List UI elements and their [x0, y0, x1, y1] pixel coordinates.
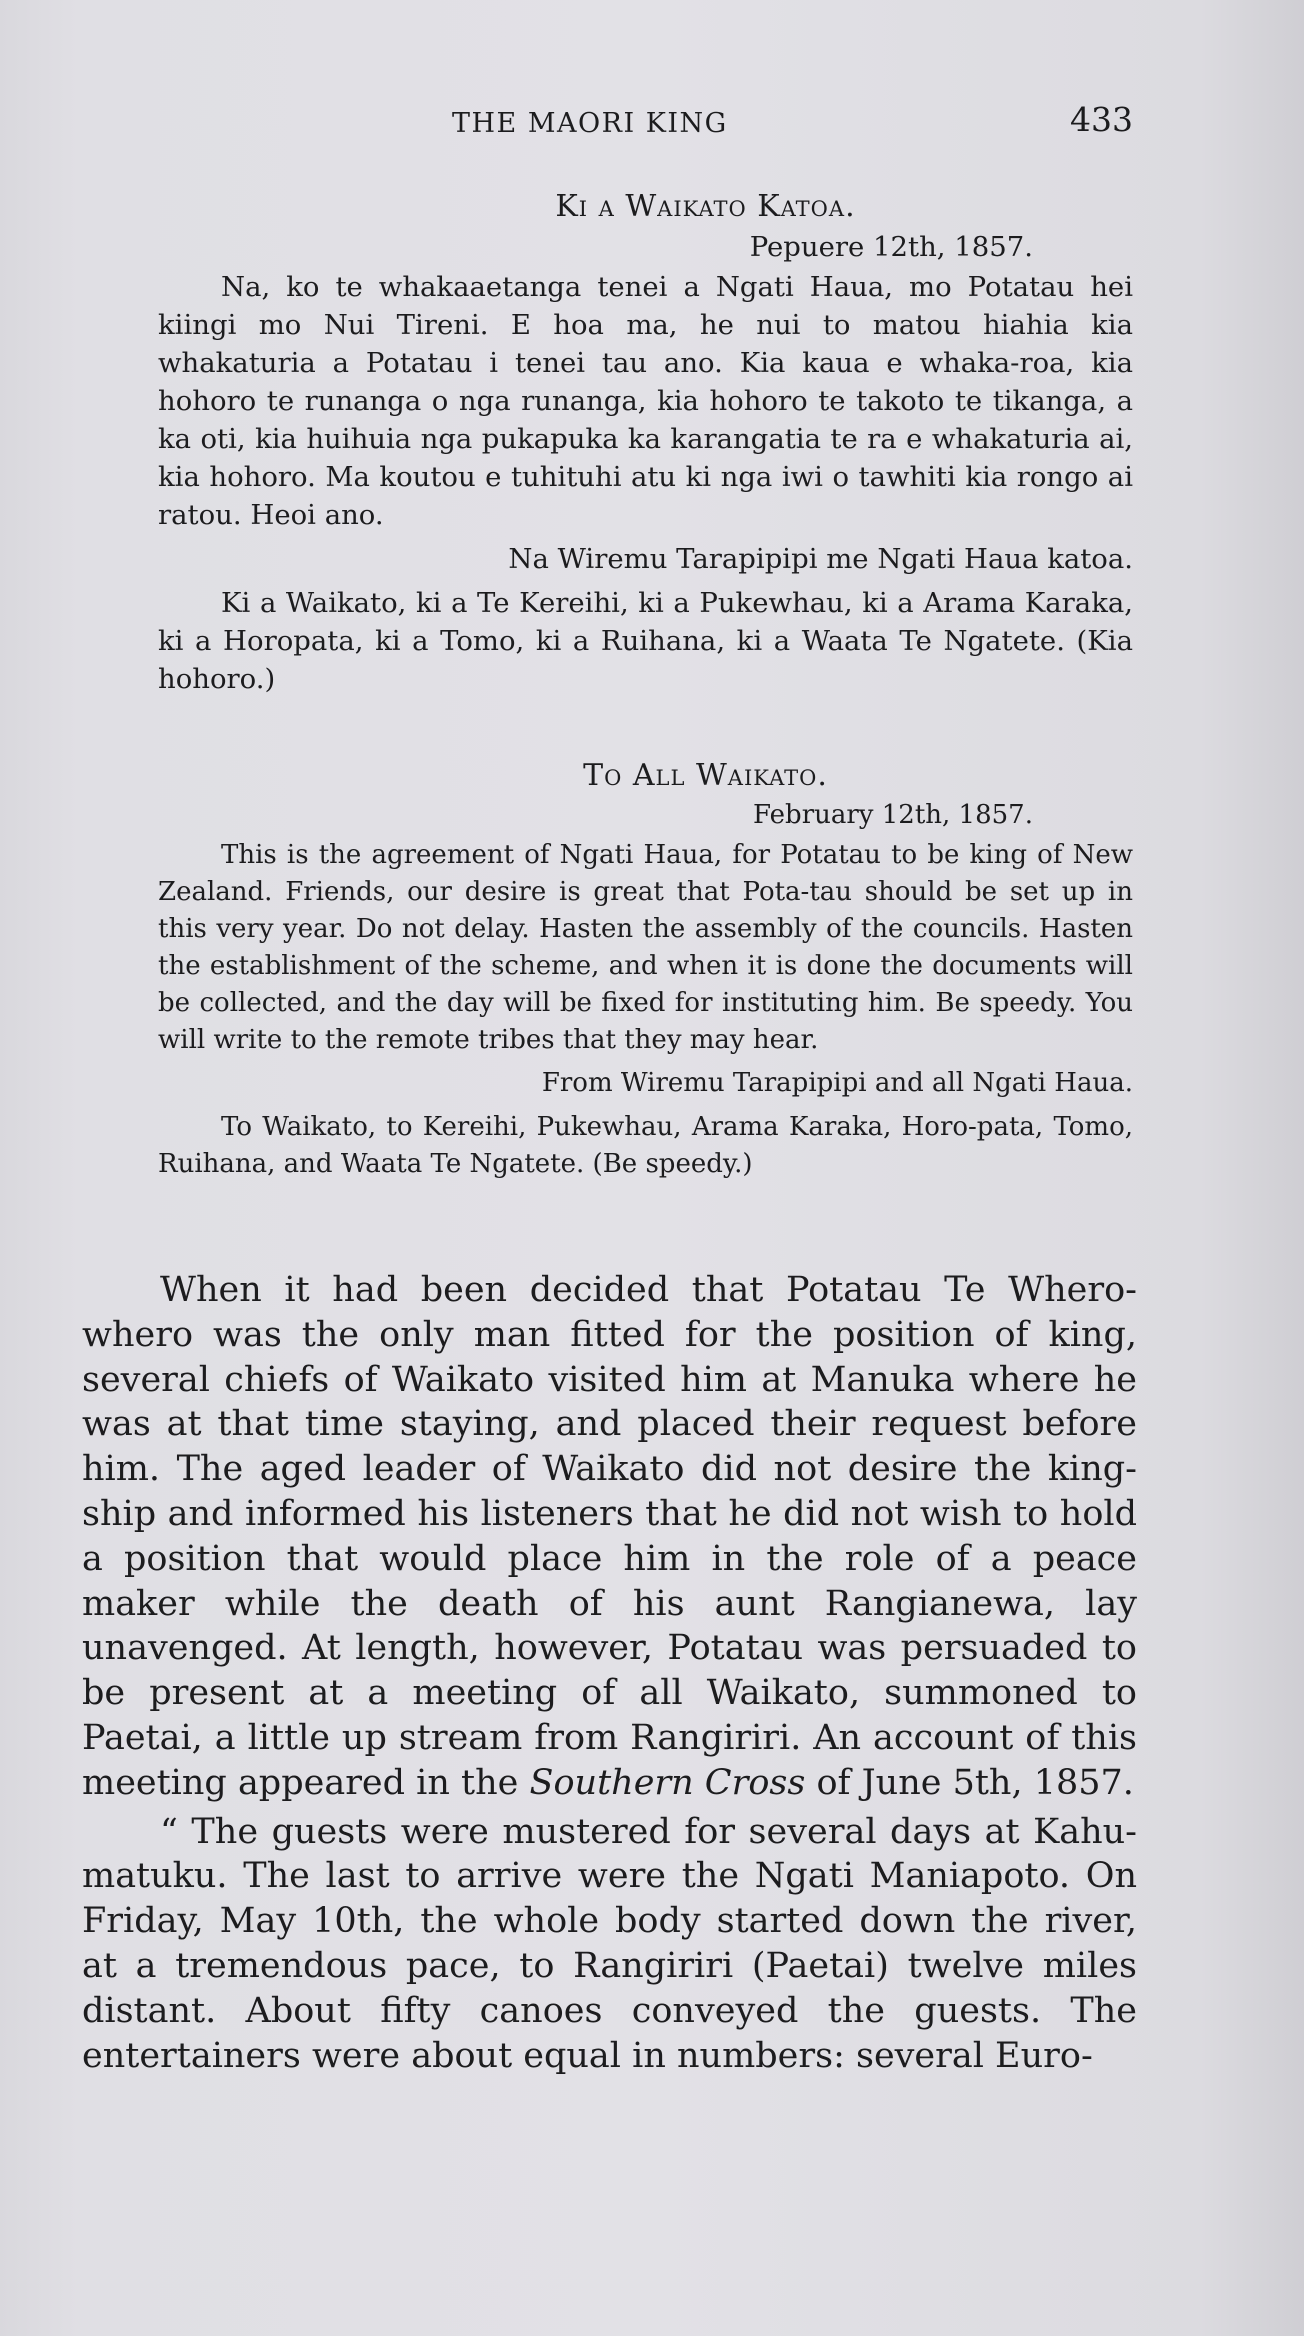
maori-letter-signature: Na Wiremu Tarapipipi me Ngati Haua katoa. [508, 543, 1133, 575]
maori-letter [158, 188, 1133, 698]
maori-letter-body: Na, ko te whakaaetanga tenei a Ngati Haua, mo Potatau hei kiingi mo Nui Tireni. E hoa ma, he nui to matou hiahia kia whakaturia a Potatau i tenei tau ano. Kia kaua e whaka-roa, kia hohoro te runanga o nga runanga, kia hohoro te takoto te tikanga, a ka oti, kia huihuia nga pukapuka ka karangatia te ra e whakaturia ai, kia hohoro. Ma koutou e tuhituhi atu ki nga iwi o tawhiti kia rongo ai ratou. Heoi ano. [158, 271, 1133, 531]
english-letter-body: This is the agreement of Ngati Haua, for Potatau to be king of New Zealand. Friends, our desire is great that Pota-tau should be set up in this very year. Do not delay. Hasten the assembly of the councils. Hasten the establishment of the scheme, and when it is done the documents will be collected, and the day will be fixed for instituting him. Be speedy. You will write to the remote tribes that they may hear. [158, 840, 1133, 1055]
newspaper-title: Southern Cross [529, 1762, 806, 1803]
english-letter-signature: From Wiremu Tarapipipi and all Ngati Haua. [541, 1068, 1133, 1098]
maori-letter-date: Pepuere 12th, 1857. [749, 231, 1033, 263]
maori-letter-heading: Ki a Waikato Katoa. [555, 189, 856, 224]
english-letter [158, 757, 1133, 1183]
narrative-paragraph: “ The guests were mustered for several days at Kahu-matuku. The last to arrive were the Ngati Maniapoto. On Friday, May 10th, the whole body started down the river, at a tremendous pace, to Rangiriri (Paetai) twelve miles distant. About fifty canoes conveyed the guests. The entertainers were about equal in numbers: several Euro- [82, 1811, 1137, 2076]
running-head [0, 100, 1304, 148]
narrative-text-after: of June 5th, 1857. [816, 1762, 1134, 1803]
narrative-paragraph [82, 1268, 1137, 1806]
maori-letter-address: Ki a Waikato, ki a Te Kereihi, ki a Pukewhau, ki a Arama Karaka, ki a Horopata, ki a Tomo, ki a Ruihana, ki a Waata Te Ngatete. (Kia hohoro.) [158, 587, 1133, 695]
english-letter-address: To Waikato, to Kereihi, Pukewhau, Arama Karaka, Horo-pata, Tomo, Ruihana, and Waata Te Ngatete. (Be speedy.) [158, 1112, 1133, 1179]
narrative-text [82, 1268, 1137, 2078]
narrative-text-before: When it had been decided that Potatau Te Whero-whero was the only man fitted for the position of king, several chiefs of Waikato visited him at Manuka where he was at that time staying, and placed their request before him. The aged leader of Waikato did not desire the king-ship and informed his listeners that he did not wish to hold a position that would place him in the role of a peace maker while the death of his aunt Rangianewa, lay unavenged. At length, however, Potatau was persuaded to be present at a meeting of all Waikato, summoned to Paetai, a little up stream from Rangiriri. An account of this meeting appeared in the [82, 1270, 1137, 1803]
english-letter-heading: To All Waikato. [583, 758, 828, 793]
english-letter-date: February 12th, 1857. [753, 800, 1033, 830]
running-title: THE MAORI KING [452, 108, 728, 139]
page-number: 433 [1070, 100, 1133, 139]
